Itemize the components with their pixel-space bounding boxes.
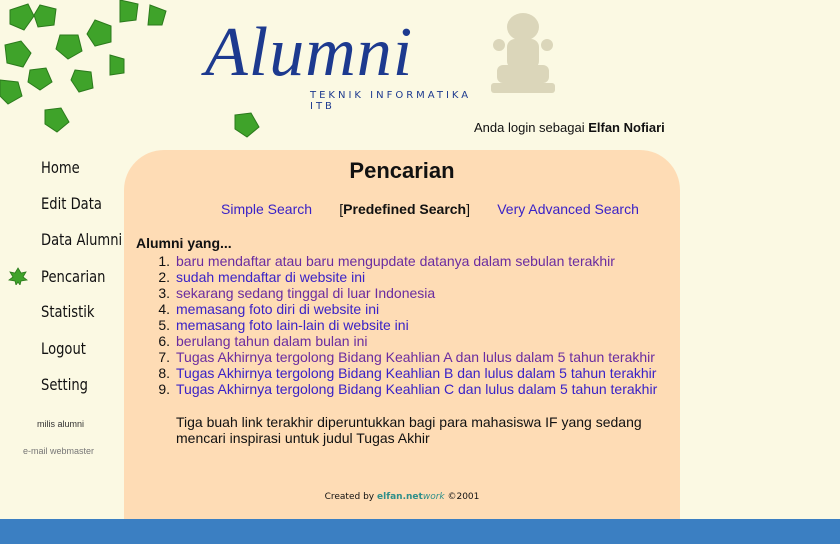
list-item: 7. Tugas Akhirnya tergolong Bidang Keahlian A dan lulus dalam 5 tahun terakhir xyxy=(158,349,655,365)
tab-predefined-search: Predefined Search xyxy=(343,201,467,217)
search-link-9[interactable]: Tugas Akhirnya tergolong Bidang Keahlian C dan lulus dalam 5 tahun terakhir xyxy=(176,381,658,397)
nav-home[interactable]: Home xyxy=(41,158,80,177)
tab-very-advanced-search[interactable]: Very Advanced Search xyxy=(497,201,639,217)
list-item: 4. memasang foto diri di website ini xyxy=(158,301,380,317)
email-webmaster-link[interactable]: e-mail webmaster xyxy=(23,446,95,456)
list-item: 8. Tugas Akhirnya tergolong Bidang Keahlian B dan lulus dalam 5 tahun terakhir xyxy=(158,365,657,381)
predefined-search-list xyxy=(144,253,657,397)
info-note: Tiga buah link terakhir diperuntukkan bagi para mahasiswa IF yang sedang mencari inspirasi untuk judul Tugas Akhir xyxy=(176,414,642,446)
search-link-7[interactable]: Tugas Akhirnya tergolong Bidang Keahlian A dan lulus dalam 5 tahun terakhir xyxy=(176,349,655,365)
login-prefix: Anda login sebagai xyxy=(474,120,585,135)
list-item: 9. Tugas Akhirnya tergolong Bidang Keahlian C dan lulus dalam 5 tahun terakhir xyxy=(158,381,658,397)
nav-statistik[interactable]: Statistik xyxy=(41,302,95,321)
search-link-6[interactable]: berulang tahun dalam bulan ini xyxy=(176,333,368,349)
logo-subtitle: TEKNIK INFORMATIKA ITB xyxy=(310,90,472,112)
tab-simple-search[interactable]: Simple Search xyxy=(221,201,313,217)
search-link-2[interactable]: sudah mendaftar di website ini xyxy=(176,269,366,285)
search-tabs: Simple Search [Predefined Search] Very Advanced Search xyxy=(221,201,639,217)
footer-credit xyxy=(124,492,680,502)
milis-alumni-link[interactable]: milis alumni xyxy=(37,419,85,429)
list-item: 6. berulang tahun dalam bulan ini xyxy=(158,333,368,349)
content-panel xyxy=(124,150,680,524)
bottom-bar xyxy=(0,519,840,544)
page-title: Pencarian xyxy=(349,158,455,183)
search-link-5[interactable]: memasang foto lain-lain di website ini xyxy=(176,317,409,333)
nav-data-alumni[interactable]: Data Alumni xyxy=(41,230,123,249)
alumni-logo xyxy=(205,8,475,112)
nav-pencarian[interactable]: Pencarian xyxy=(41,267,106,286)
list-item: 3. sekarang sedang tinggal di luar Indonesia xyxy=(158,285,436,301)
login-user: Elfan Nofiari xyxy=(588,120,665,135)
nav-logout[interactable]: Logout xyxy=(41,339,86,358)
logo-word: Alumni xyxy=(205,14,414,91)
search-link-1[interactable]: baru mendaftar atau baru mengupdate datanya dalam sebulan terakhir xyxy=(176,253,615,269)
list-item: 1. baru mendaftar atau baru mengupdate datanya dalam sebulan terakhir xyxy=(158,253,615,269)
nav-edit-data[interactable]: Edit Data xyxy=(41,194,102,213)
footer-prefix: Created by xyxy=(324,492,375,502)
search-link-4[interactable]: memasang foto diri di website ini xyxy=(176,301,380,317)
list-item: 5. memasang foto lain-lain di website ini xyxy=(158,317,409,333)
leaf-icon xyxy=(8,267,28,285)
login-status xyxy=(474,120,665,135)
footer-suffix: ©2001 xyxy=(447,492,480,502)
footer-brand-link[interactable]: elfan.network xyxy=(377,492,445,502)
search-link-3[interactable]: sekarang sedang tinggal di luar Indonesia xyxy=(176,285,436,301)
nav-setting[interactable]: Setting xyxy=(41,375,88,394)
search-link-8[interactable]: Tugas Akhirnya tergolong Bidang Keahlian B dan lulus dalam 5 tahun terakhir xyxy=(176,365,657,381)
ganesha-emblem-icon xyxy=(487,5,559,107)
list-item: 2. sudah mendaftar di website ini xyxy=(158,269,366,285)
list-intro: Alumni yang... xyxy=(136,235,232,251)
